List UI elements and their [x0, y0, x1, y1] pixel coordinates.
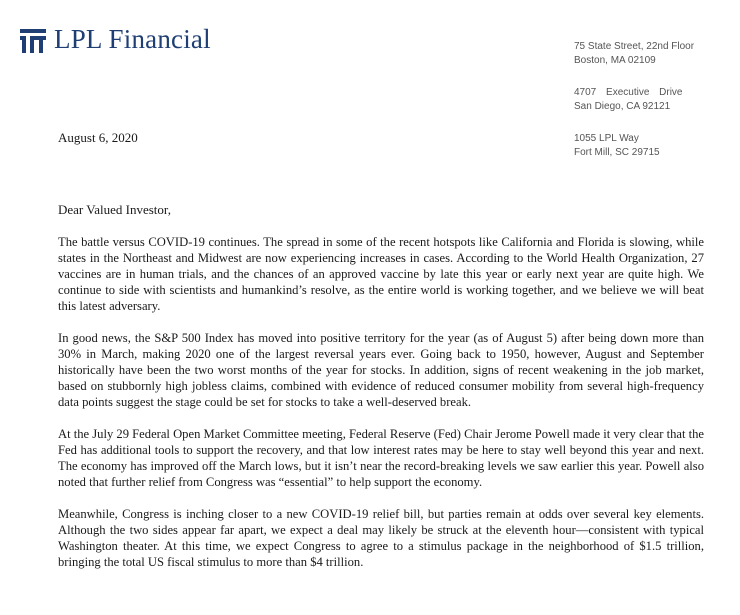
paragraph: Meanwhile, Congress is inching closer to a new COVID-19 relief bill, but parties remain at odds over several key elements. Although the two sides appear far apart, we expect a deal may likely be struck at the eleventh hour—consistent with typical Washington theater. At this time, we expect Congress to agree to a stimulus package in the neighborhood of $1.5 trillion, bringing the total US fiscal stimulus to more than $4 trillion.	[58, 507, 704, 569]
address-san-diego	[574, 86, 694, 114]
address-line: 1055 LPL Way	[574, 133, 639, 144]
paragraph: In good news, the S&P 500 Index has moved into positive territory for the year (as of August 5) after being down more than 30% in March, making 2020 one of the largest reversal years ever. Going back to 1950, however, August and September historically have been the two worst months of the year for stocks. In addition, signs of recent weakening in the job market, based on stubbornly high jobless claims, combined with evidence of reduced consumer mobility from several high-frequency data points suggest the stage could be set for stocks to take a well-deserved break.	[58, 331, 704, 409]
address-line: 75 State Street, 22nd Floor	[574, 41, 695, 52]
letter-date: August 6, 2020	[58, 130, 138, 145]
address-line: San Diego, CA 92121	[574, 101, 671, 112]
letter-salutation: Dear Valued Investor,	[58, 202, 171, 217]
address-line: Boston, MA 02109	[574, 55, 656, 66]
lpl-logo	[20, 24, 211, 55]
letter-body	[58, 234, 704, 586]
address-boston	[574, 40, 694, 68]
address-line: Fort Mill, SC 29715	[574, 147, 660, 158]
paragraph: The battle versus COVID-19 continues. The spread in some of the recent hotspots like California and Florida is slowing, while states in the Northeast and Midwest are now experiencing increases in cases. According to the World Health Organization, 27 vaccines are in human trials, and the chances of an approved vaccine by late this year or early next year are quite high. We continue to side with scientists and humankind’s resolve, as the entire world is working together, and we believe we will beat this latest adversary.	[58, 235, 704, 313]
paragraph: At the July 29 Federal Open Market Committee meeting, Federal Reserve (Fed) Chair Jerome Powell made it very clear that the Fed has additional tools to support the recovery, and that low interest rates may be here to stay well beyond this year and next. The economy has improved off the March lows, but it isn’t near the record-breaking levels we saw earlier this year. Powell also noted that further relief from Congress was “essential” to help support the economy.	[58, 427, 704, 489]
logo-wordmark: LPL Financial	[54, 24, 211, 54]
lpl-logo-icon	[20, 27, 46, 53]
address-fort-mill	[574, 132, 694, 160]
office-addresses	[574, 40, 694, 178]
address-line: 4707 Executive Drive	[574, 87, 683, 98]
